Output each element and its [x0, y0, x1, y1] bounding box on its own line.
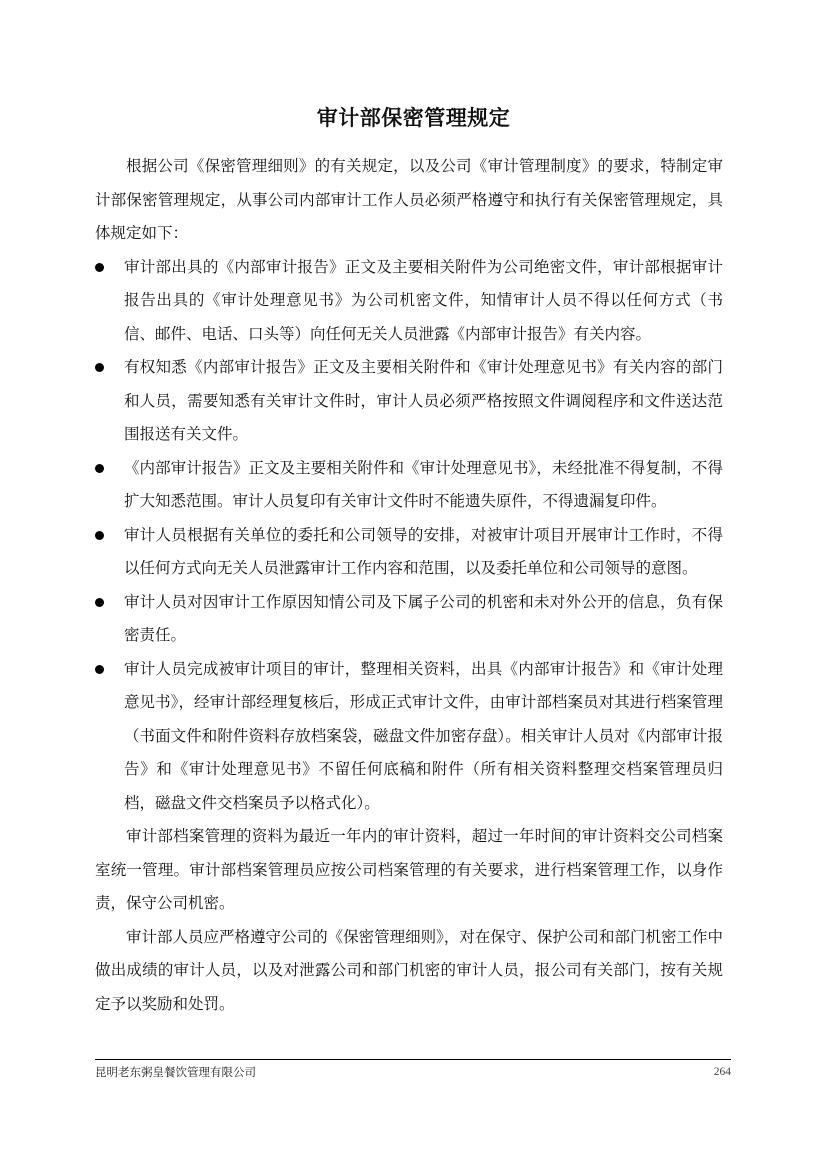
- bullet-icon: [95, 665, 104, 674]
- reward-paragraph: 审计部人员应严格遵守公司的《保密管理细则》，对在保守、保护公司和部门机密工作中做出成绩的审计人员，以及对泄露公司和部门机密的审计人员，报公司有关部门，按有关规定予以奖励和处罚。: [95, 927, 723, 1013]
- list-item: [95, 452, 723, 519]
- list-item-text: 审计人员完成被审计项目的审计，整理相关资料，出具《内部审计报告》和《审计处理意见书》，经审计部经理复核后，形成正式审计文件，由审计部档案员对其进行档案管理（书面文件和附件资料存放档案袋，磁盘文件加密存盘）。相关审计人员对《内部审计报告》和《审计处理意见书》不留任何底稿和附件（所有相关资料整理交档案管理员归档，磁盘文件交档案员予以格式化）。: [124, 659, 723, 812]
- rules-list: [95, 251, 723, 821]
- archive-paragraph: 审计部档案管理的资料为最近一年内的审计资料，超过一年时间的审计资料交公司档案室统一管理。审计部档案管理员应按公司档案管理的有关要求，进行档案管理工作，以身作责，保守公司机密。: [95, 827, 723, 912]
- intro-paragraph: 根据公司《保密管理细则》的有关规定，以及公司《审计管理制度》的要求，特制定审计部保密管理规定，从事公司内部审计工作人员必须严格遵守和执行有关保密管理规定，具体规定如下：: [95, 157, 723, 242]
- bullet-icon: [95, 263, 104, 272]
- footer-company-name: 昆明老东粥皇餐饮管理有限公司: [95, 1065, 256, 1079]
- list-item-text: 审计人员对因审计工作原因知情公司及下属子公司的机密和未对外公开的信息，负有保密责任。: [124, 592, 723, 644]
- list-item-text: 《内部审计报告》正文及主要相关附件和《审计处理意见书》，未经批准不得复制，不得扩大知悉范围。审计人员复印有关审计文件时不能遗失原件，不得遗漏复印件。: [124, 458, 723, 510]
- footer-divider: [95, 1059, 731, 1060]
- bullet-icon: [95, 598, 104, 607]
- list-item: [95, 586, 723, 653]
- page-title: 审计部保密管理规定: [316, 106, 511, 130]
- bullet-icon: [95, 363, 104, 372]
- list-item: [95, 251, 723, 352]
- bullet-icon: [95, 531, 104, 540]
- list-item: [95, 351, 723, 452]
- list-item: [95, 653, 723, 821]
- bullet-icon: [95, 464, 104, 473]
- document-body: [95, 150, 723, 1021]
- list-item: [95, 519, 723, 586]
- list-item-text: 审计部出具的《内部审计报告》正文及主要相关附件为公司绝密文件，审计部根据审计报告出具的《审计处理意见书》为公司机密文件，知情审计人员不得以任何方式（书信、邮件、电话、口头等）向任何无关人员泄露《内部审计报告》有关内容。: [124, 257, 723, 343]
- list-item-text: 有权知悉《内部审计报告》正文及主要相关附件和《审计处理意见书》有关内容的部门和人员，需要知悉有关审计文件时，审计人员必须严格按照文件调阅程序和文件送达范围报送有关文件。: [124, 358, 723, 443]
- list-item-text: 审计人员根据有关单位的委托和公司领导的安排，对被审计项目开展审计工作时，不得以任何方式向无关人员泄露审计工作内容和范围，以及委托单位和公司领导的意图。: [124, 525, 723, 577]
- page-number: 264: [713, 1066, 731, 1078]
